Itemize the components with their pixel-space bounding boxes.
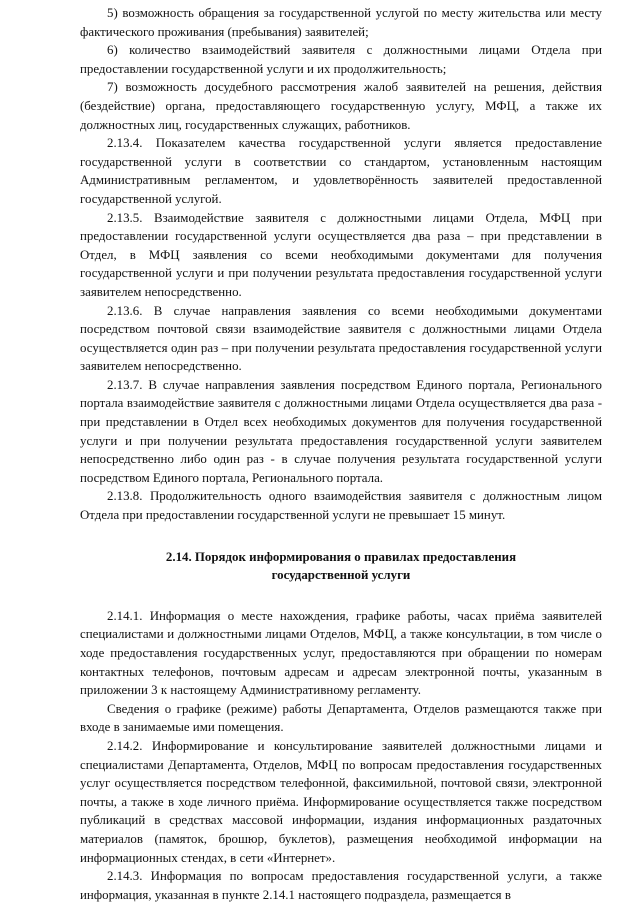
paragraph-2-13-4: 2.13.4. Показателем качества государственной услуги является предоставление государственной услуги в соответствии со стандартом, установленным настоящим Административным регламентом, и удовлетворённость заявителей предоставленной государственной услугой. xyxy=(80,136,602,206)
paragraph-2-14-1: 2.14.1. Информация о месте нахождения, графике работы, часах приёма заявителей специалистами и должностными лицами Отделов, МФЦ, а также консультации, в том числе о ходе предоставления государственных услуг, предоставляются при обращении по номерам контактных телефонов, почтовым адресам и адресам электронной почты, указанным в приложении 3 к настоящему Административному регламенту. xyxy=(80,608,602,698)
list-item-7: 7) возможность досудебного рассмотрения жалоб заявителей на решения, действия (бездействие) органа, предоставляющего государственную услугу, МФЦ, а также их должностных лиц, государственных служащих, работников. xyxy=(80,80,602,132)
list-item-5: 5) возможность обращения за государственной услугой по месту жительства или месту фактического проживания (пребывания) заявителей; xyxy=(80,6,602,39)
list-item-6: 6) количество взаимодействий заявителя с должностными лицами Отдела при предоставлении государственной услуги и их продолжительность; xyxy=(80,43,602,76)
paragraph-2-14-2: 2.14.2. Информирование и консультирование заявителей должностными лицами и специалистами Департамента, Отделов, МФЦ по вопросам предоставления государственных услуг осуществляется посредством телефонной, факсимильной, почтовой связи, электронной почты, а также в ходе личного приёма. Информирование осуществляется также посредством публикаций в средствах массовой информации, издания информационных раздаточных материалов (памяток, брошюр, буклетов), размещения необходимой информации на информационных стендах, в сети «Интернет». xyxy=(80,738,602,865)
section-heading-line-2: государственной услуги xyxy=(271,568,411,583)
paragraph-2-13-8: 2.13.8. Продолжительность одного взаимодействия заявителя с должностным лицом Отдела при предоставлении государственной услуги не превышает 15 минут. xyxy=(80,489,602,523)
paragraph-2-14-3: 2.14.3. Информация по вопросам предоставления государственной услуги, а также информация, указанная в пункте 2.14.1 настоящего подраздела, размещается в xyxy=(80,869,602,902)
paragraph-schedule-info: Сведения о графике (режиме) работы Департамента, Отделов размещаются также при входе в занимаемые ими помещения. xyxy=(80,701,602,735)
paragraph-2-13-6: 2.13.6. В случае направления заявления со всеми необходимыми документами посредством почтовой связи взаимодействие заявителя с должностными лицами Отдела осуществляется один раз – при получении результата предоставления государственной услуги заявителем непосредственно. xyxy=(80,303,602,374)
section-heading-2-14 xyxy=(80,548,602,585)
paragraph-2-13-7: 2.13.7. В случае направления заявления посредством Единого портала, Регионального портала взаимодействие заявителя с должностными лицами Отдела осуществляется два раза - при представлении в Отдел всех необходимых документов для получения государственной услуги и при получении результата предоставления государственной услуги заявителем непосредственно либо один раз - в случае получения результата государственной услуги посредством Единого портала, Регионального портала. xyxy=(80,377,602,485)
section-heading-line-1: 2.14. Порядок информирования о правилах предоставления xyxy=(165,549,517,564)
paragraph-2-13-5: 2.13.5. Взаимодействие заявителя с должностными лицами Отдела, МФЦ при предоставлении государственной услуги осуществляется два раза – при представлении в Отдел, в МФЦ заявления со всеми необходимыми документами для получения государственной услуги и при получении результата предоставления государственной услуги заявителем непосредственно. xyxy=(80,210,602,299)
document-page xyxy=(0,4,640,909)
